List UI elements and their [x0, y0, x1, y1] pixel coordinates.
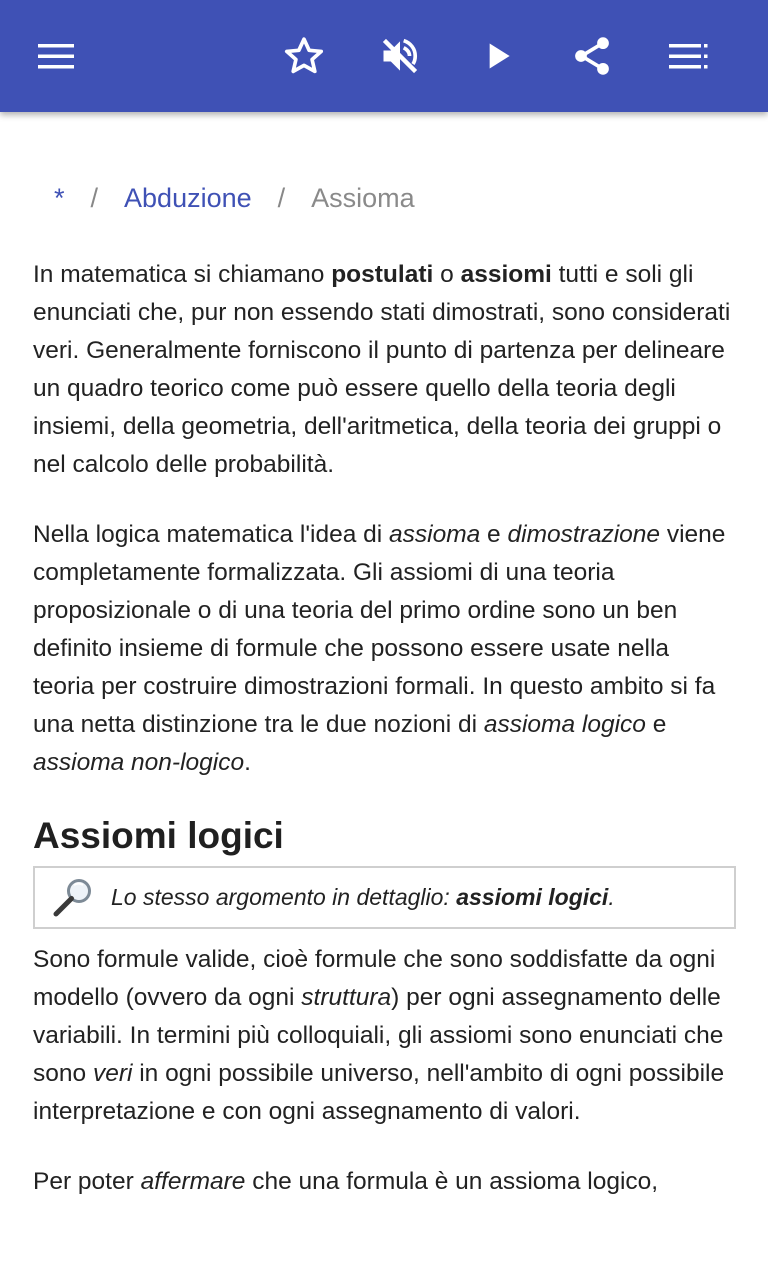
paragraph-logic: Nella logica matematica l'idea di assioma e dimostrazione viene completamente formalizzata. Gli assiomi di una teoria proposizionale o di una teoria del primo ordine sono un ben definito insieme di formule che possono essere usate nella teoria per costruire dimostrazioni formali. In questo ambito si fa una netta distinzione tra le due nozioni di assioma logico e assioma non-logico. — [33, 521, 726, 776]
breadcrumb-separator: / — [90, 183, 99, 213]
favorite-button[interactable] — [276, 28, 332, 84]
mute-button[interactable] — [372, 28, 428, 84]
list-icon — [667, 36, 709, 76]
paragraph-affermare: Per poter affermare che una formula è un assioma logico, — [33, 1168, 659, 1195]
star-icon — [282, 34, 326, 78]
volume-off-icon — [378, 34, 422, 78]
note-link-assiomi-logici[interactable]: assiomi logici — [456, 884, 609, 910]
term-postulati: postulati — [331, 261, 434, 288]
share-button[interactable] — [564, 28, 620, 84]
breadcrumb-root-link[interactable]: * — [54, 183, 65, 213]
breadcrumb-separator: / — [277, 183, 286, 213]
term-assiomi: assiomi — [460, 261, 552, 288]
article-body — [33, 256, 735, 1233]
see-also-note — [33, 866, 736, 929]
magnifier-icon — [51, 876, 95, 920]
paragraph-intro: In matematica si chiamano postulati o assiomi tutti e soli gli enunciati che, pur non essendo stati dimostrati, sono considerati veri. Generalmente forniscono il punto di partenza per delineare un quadro teorico come può essere quello della teoria degli insiemi, della geometria, dell'aritmetica, della teoria dei gruppi o nel calcolo delle probabilità. — [33, 261, 731, 478]
breadcrumb-parent-link[interactable]: Abduzione — [124, 183, 252, 213]
play-icon — [478, 36, 518, 76]
menu-icon — [36, 36, 76, 76]
breadcrumb — [54, 180, 415, 216]
menu-button[interactable] — [28, 28, 84, 84]
app-toolbar — [0, 0, 768, 112]
note-text: Lo stesso argomento in dettaglio: assiomi logici. — [111, 884, 615, 910]
section-heading-assiomi-logici: Assiomi logici — [33, 815, 284, 856]
paragraph-formule-valide: Sono formule valide, cioè formule che sono soddisfatte da ogni modello (ovvero da ogni struttura) per ogni assegnamento delle variabili. In termini più colloquiali, gli assiomi sono enunciati che sono veri in ogni possibile universo, nell'ambito di ogni possibile interpretazione e con ogni assegnamento di valori. — [33, 946, 725, 1125]
breadcrumb-current: Assioma — [311, 183, 415, 213]
share-icon — [570, 34, 614, 78]
contents-button[interactable] — [660, 28, 716, 84]
play-button[interactable] — [470, 28, 526, 84]
article-content[interactable] — [0, 112, 768, 1280]
